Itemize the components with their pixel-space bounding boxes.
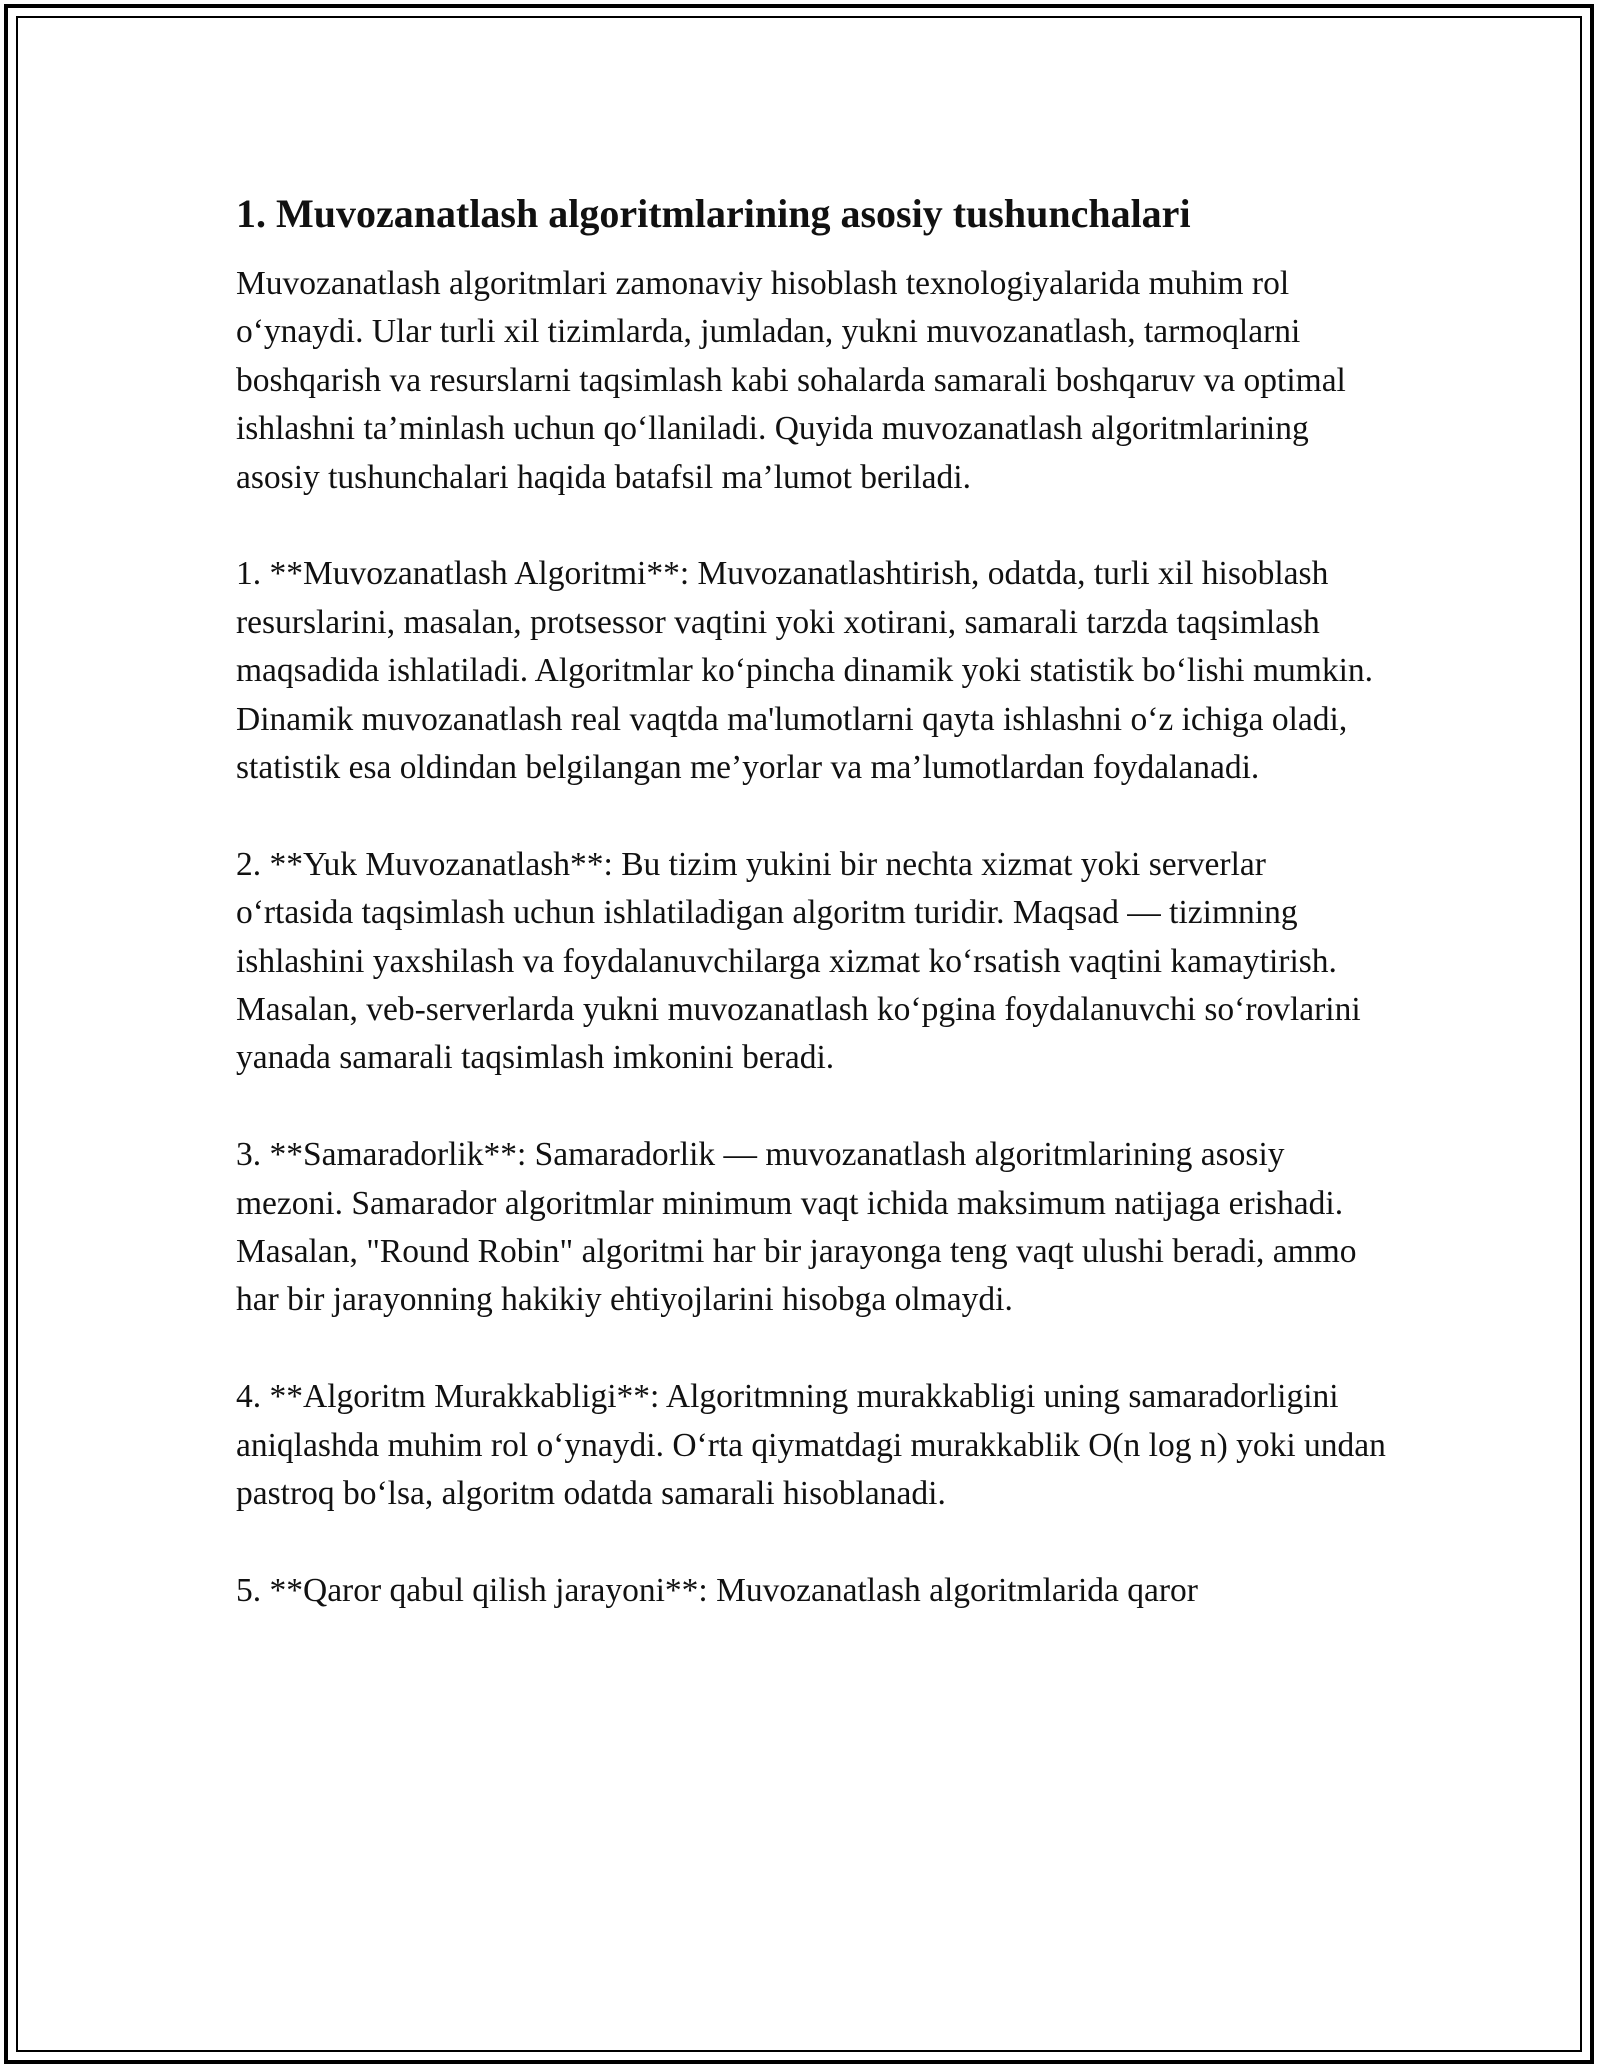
document-body	[236, 188, 1386, 1615]
intro-paragraph: Muvozanatlash algoritmlari zamonaviy hisoblash texnologiyalarida muhim rol o‘ynaydi. Ular turli xil tizimlarda, jumladan, yukni muvozanatlash, tarmoqlarni boshqarish va resurslarni taqsimlash kabi sohalarda samarali boshqaruv va optimal ishlashni ta’minlash uchun qo‘llaniladi. Quyida muvozanatlash algoritmlarining asosiy tushunchalari haqida batafsil ma’lumot beriladi.	[236, 265, 1346, 496]
section-title: 1. Muvozanatlash algoritmlarining asosiy tushunchalari	[236, 191, 1191, 236]
list-item-5-paragraph: 5. **Qaror qabul qilish jarayoni**: Muvozanatlash algoritmlarida qaror	[236, 1571, 1198, 1609]
list-item-4-paragraph: 4. **Algoritm Murakkabligi**: Algoritmning murakkabligi uning samaradorligini aniqlashda muhim rol o‘ynaydi. O‘rta qiymatdagi murakkablik O(n log n) yoki undan pastroq bo‘lsa, algoritm odatda samarali hisoblanadi.	[236, 1378, 1386, 1513]
list-item-1-paragraph: 1. **Muvozanatlash Algoritmi**: Muvozanatlashtirish, odatda, turli xil hisoblash resurslarini, masalan, protsessor vaqtini yoki xotirani, samarali tarzda taqsimlash maqsadida ishlatiladi. Algoritmlar ko‘pincha dinamik yoki statistik bo‘lishi mumkin. Dinamik muvozanatlash real vaqtda ma'lumotlarni qayta ishlashni o‘z ichiga oladi, statistik esa oldindan belgilangan me’yorlar va ma’lumotlardan foydalanadi.	[236, 555, 1374, 787]
list-item-3-paragraph: 3. **Samaradorlik**: Samaradorlik — muvozanatlash algoritmlarining asosiy mezoni. Samarador algoritmlar minimum vaqt ichida maksimum natijaga erishadi. Masalan, "Round Robin" algoritmi har bir jarayonga teng vaqt ulushi beradi, ammo har bir jarayonning hakikiy ehtiyojlarini hisobga olmaydi.	[236, 1136, 1357, 1319]
list-item-2-paragraph: 2. **Yuk Muvozanatlash**: Bu tizim yukini bir nechta xizmat yoki serverlar o‘rtasida taqsimlash uchun ishlatiladigan algoritm turidir. Maqsad — tizimning ishlashini yaxshilash va foydalanuvchilarga xizmat ko‘rsatish vaqtini kamaytirish. Masalan, veb-serverlarda yukni muvozanatlash ko‘pgina foydalanuvchi so‘rovlarini yanada samarali taqsimlash imkonini beradi.	[236, 845, 1361, 1077]
